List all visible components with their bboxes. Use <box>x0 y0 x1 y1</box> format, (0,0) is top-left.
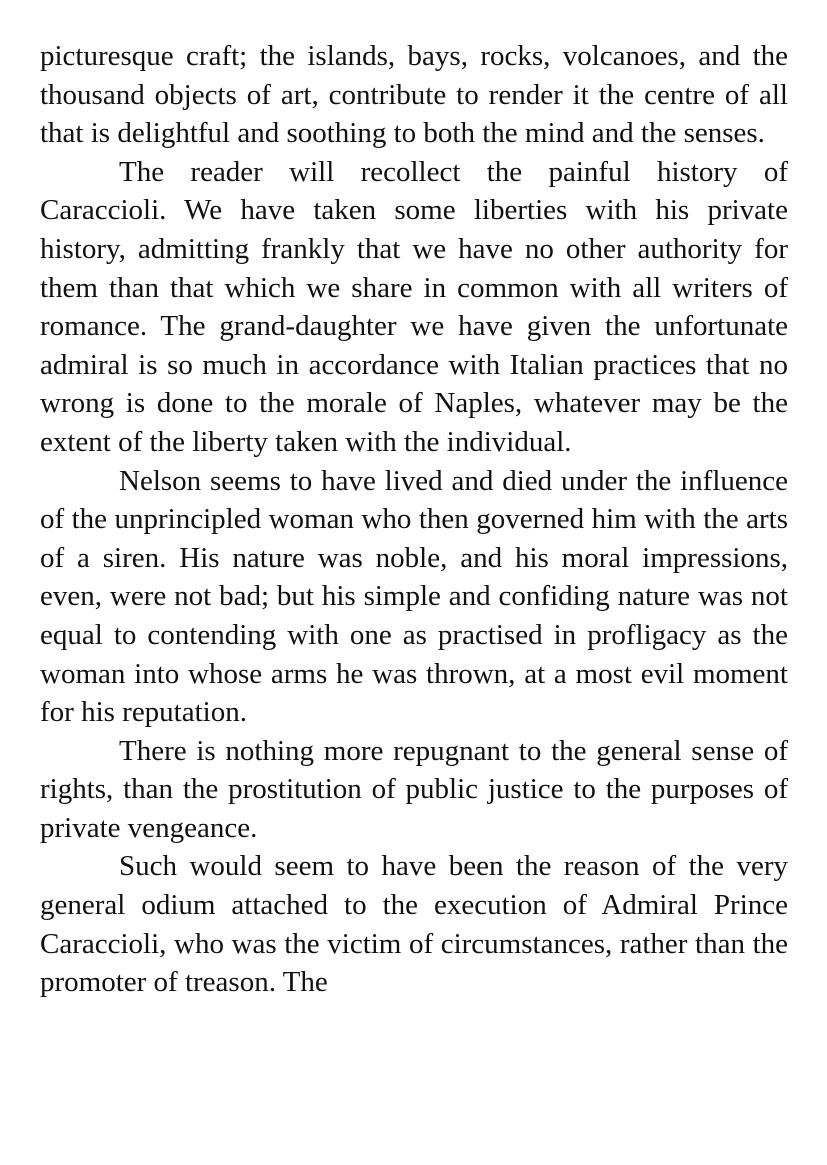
paragraph-public-justice: There is nothing more repugnant to the general sense of rights, than the prostitution of public justice to the purposes of private vengeance. <box>40 734 788 844</box>
paragraph-continued: picturesque craft; the islands, bays, rocks, volcanoes, and the thousand objects of art, contribute to render it the centre of all that is delightful and soothing to both the mind and the senses. <box>40 40 788 150</box>
paragraph-caraccioli-history: The reader will recollect the painful history of Caraccioli. We have taken some liberties with his private history, admitting frankly that we have no other authority for them than that which we share in common with all writers of romance. The grand-daughter we have given the unfortunate admiral is so much in accordance with Italian practices that no wrong is done to the morale of Naples, whatever may be the extent of the liberty taken with the individual. <box>40 155 788 458</box>
paragraph-nelson: Nelson seems to have lived and died under the influence of the unprincipled woman who then governed him with the arts of a siren. His nature was noble, and his moral impressions, even, were not bad; but his simple and confiding nature was not equal to contending with one as practised in profligacy as the woman into whose arms he was thrown, at a most evil moment for his reputation. <box>40 464 788 729</box>
paragraph-execution: Such would seem to have been the reason of the very general odium attached to the execution of Admiral Prince Caraccioli, who was the victim of circumstances, rather than the promoter of treason. The <box>40 850 788 999</box>
document-page <box>40 37 788 1002</box>
